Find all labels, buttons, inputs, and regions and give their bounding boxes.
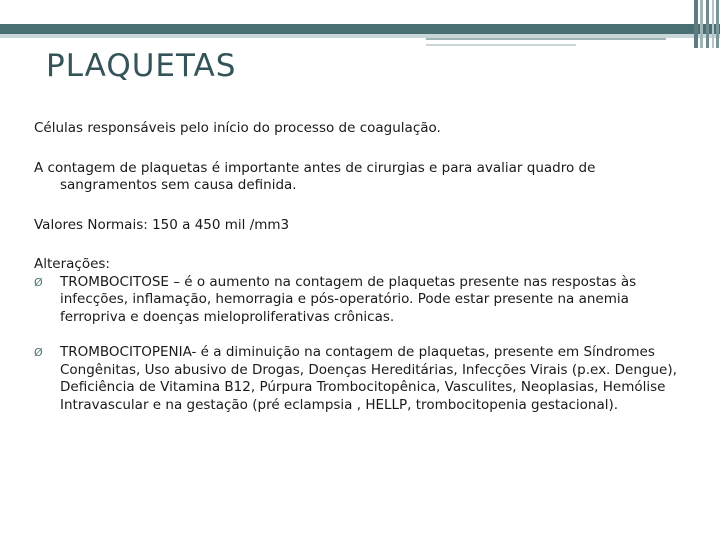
paragraph-importance: A contagem de plaquetas é importante antes de cirurgias e para avaliar quadro de sangramentos sem causa definida. <box>34 159 596 193</box>
decorative-stripe <box>716 0 719 48</box>
page-title: PLAQUETAS <box>46 48 237 84</box>
paragraph-alteracoes: Alterações: <box>34 256 110 272</box>
decorative-stripe <box>706 0 709 48</box>
bullet-text: TROMBOCITOSE – é o aumento na contagem de plaquetas presente nas respostas às infecções, inflamação, hemorragia e pós-operatório. Pode estar presente na anemia ferropriva e doenças mieloproliferativas crônicas. <box>60 273 637 325</box>
decorative-stripe <box>712 0 714 48</box>
paragraph-definition: Células responsáveis pelo início do processo de coagulação. <box>34 120 441 136</box>
bullet-trombocitose <box>34 274 694 327</box>
bullet-trombocitopenia <box>34 344 694 414</box>
arrow-bullet-icon: Ø <box>34 346 43 359</box>
header-bar-dark <box>0 24 720 34</box>
slide-content <box>34 120 694 414</box>
bullet-text: TROMBOCITOPENIA- é a diminuição na contagem de plaquetas, presente em Síndromes Congênitas, Uso abusivo de Drogas, Doenças Hereditárias, Infecções Virais (p.ex. Dengue), Deficiência de Vitamina B12, Púrpura Trombocitopênica, Vasculites, Neoplasias, Hemólise Intravascular e na gestação (pré eclampsia , HELLP, trombocitopenia gestacional). <box>60 344 677 413</box>
title-accent-line <box>426 38 666 40</box>
title-accent-line <box>426 44 576 46</box>
decorative-stripe <box>694 0 698 48</box>
decorative-stripe <box>700 0 703 48</box>
slide-header-band <box>0 0 720 24</box>
arrow-bullet-icon: Ø <box>34 275 43 289</box>
paragraph-normal-values: Valores Normais: 150 a 450 mil /mm3 <box>34 216 290 233</box>
